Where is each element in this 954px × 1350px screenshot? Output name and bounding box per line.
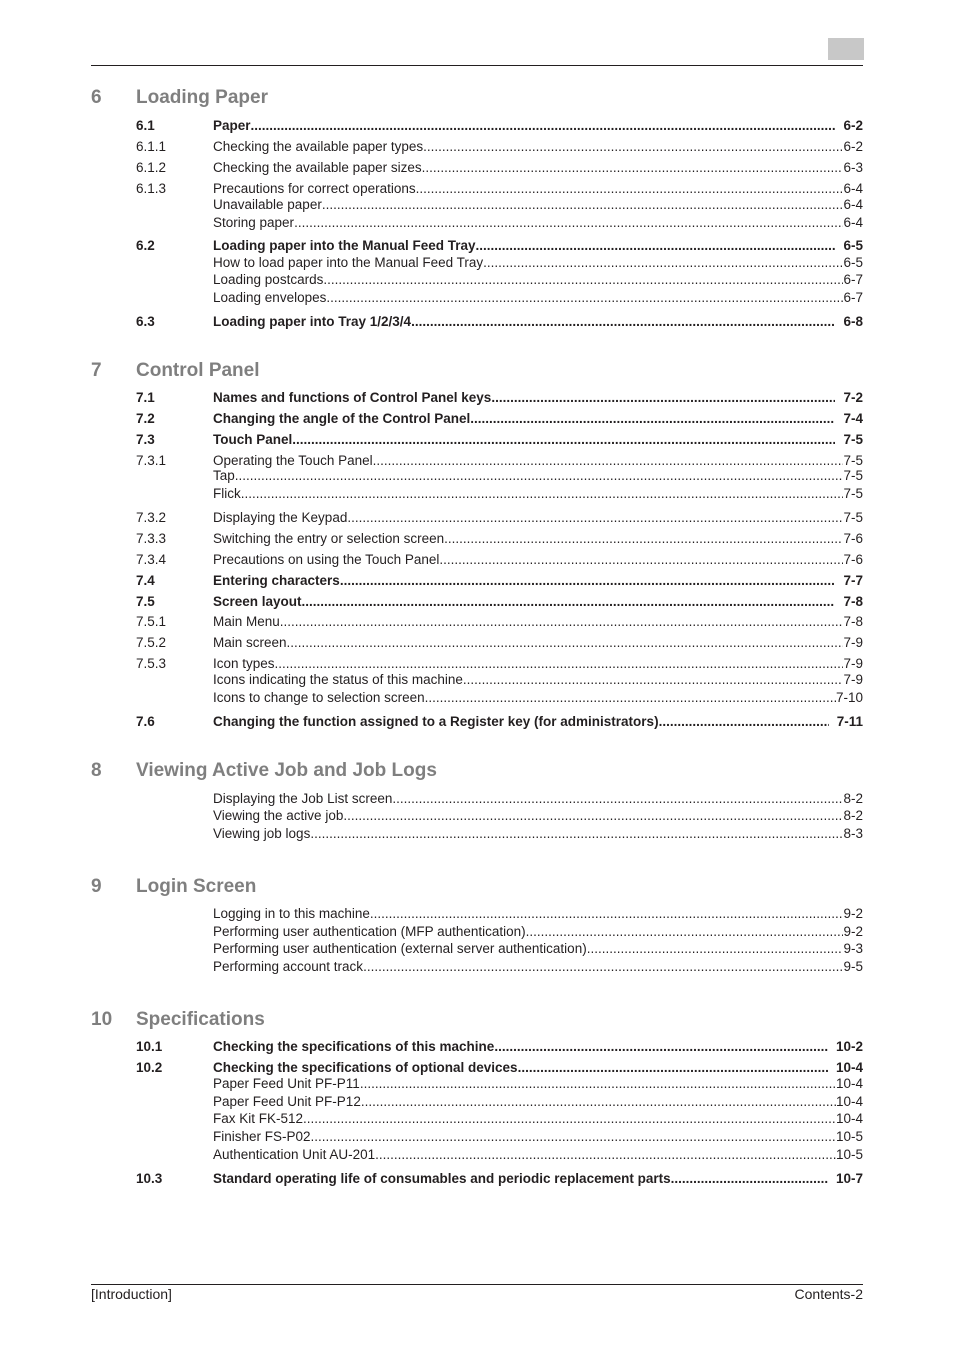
entry-page: 8-2: [843, 808, 863, 823]
entry-number: 10.1: [136, 1039, 163, 1054]
dot-leader: [292, 432, 835, 448]
chapter-title: Control Panel: [136, 360, 260, 381]
entry-title: Flick: [213, 486, 241, 501]
entry-number: 6.1.3: [136, 181, 167, 196]
entry-title: Loading envelopes: [213, 290, 327, 305]
entry-title: Logging in to this machine: [213, 906, 370, 921]
dot-leader: [476, 238, 836, 254]
entry-page: 7-9: [843, 672, 863, 687]
entry-page: 7-7: [843, 573, 863, 588]
header-rule: [91, 65, 863, 66]
toc-subentry[interactable]: [91, 290, 863, 306]
entry-page: 7-5: [843, 510, 863, 525]
entry-title: Main screen: [213, 635, 287, 650]
entry-page: 7-8: [843, 614, 863, 629]
dot-leader: [370, 906, 844, 922]
dot-leader: [494, 1039, 828, 1055]
entry-number: 7.3.2: [136, 510, 167, 525]
entry-title: Changing the angle of the Control Panel: [213, 411, 471, 426]
chapter-title: Viewing Active Job and Job Logs: [136, 760, 437, 781]
entry-title: Operating the Touch Panel: [213, 453, 373, 468]
dot-leader: [491, 390, 835, 406]
chapter-heading: [91, 359, 863, 383]
entry-number: 6.2: [136, 238, 155, 253]
toc-subentry[interactable]: [91, 272, 863, 288]
entry-title: Paper: [213, 118, 251, 133]
chapter-number: 9: [91, 876, 102, 897]
entry-title: Authentication Unit AU-201: [213, 1147, 376, 1162]
entry-title: Performing user authentication (external server authentication): [213, 941, 587, 956]
dot-leader: [311, 1129, 836, 1145]
entry-title: Precautions for correct operations: [213, 181, 416, 196]
entry-title: Precautions on using the Touch Panel: [213, 552, 440, 567]
footer-rule: [91, 1284, 863, 1285]
entry-page: 10-4: [835, 1060, 863, 1075]
entry-page: 6-3: [843, 160, 863, 175]
chapter-number: 7: [91, 360, 102, 381]
toc-entry[interactable]: [91, 139, 863, 155]
entry-title: Changing the function assigned to a Register key (for administrators): [213, 714, 659, 729]
entry-number: 7.3.3: [136, 531, 167, 546]
dot-leader: [470, 411, 835, 427]
entry-title: Loading paper into the Manual Feed Tray: [213, 238, 476, 253]
entry-page: 7-6: [843, 552, 863, 567]
entry-page: 6-5: [843, 238, 863, 253]
entry-title: Fax Kit FK-512: [213, 1111, 304, 1126]
entry-number: 6.3: [136, 314, 155, 329]
dot-leader: [444, 531, 843, 547]
toc-entry[interactable]: [91, 1039, 863, 1055]
toc-subentry[interactable]: [91, 791, 863, 807]
dot-leader: [302, 594, 836, 610]
chapter-title: Specifications: [136, 1009, 265, 1030]
entry-number: 7.3: [136, 432, 155, 447]
entry-number: 7.3.1: [136, 453, 167, 468]
toc-subentry[interactable]: [91, 468, 863, 484]
entry-page: 7-4: [843, 411, 863, 426]
toc-subentry[interactable]: [91, 215, 863, 231]
toc-entry[interactable]: [91, 181, 863, 197]
entry-page: 10-4: [835, 1111, 863, 1126]
entry-page: 9-2: [843, 924, 863, 939]
entry-page: 10-5: [835, 1129, 863, 1144]
dot-leader: [275, 656, 844, 672]
entry-page: 7-5: [843, 486, 863, 501]
entry-title: Tap: [213, 468, 235, 483]
toc-entry[interactable]: [91, 118, 863, 134]
entry-page: 6-7: [843, 290, 863, 305]
entry-page: 7-9: [843, 635, 863, 650]
dot-leader: [280, 614, 844, 630]
toc-subentry[interactable]: [91, 959, 863, 975]
entry-title: Icon types: [213, 656, 275, 671]
dot-leader: [287, 635, 844, 651]
dot-leader: [241, 486, 844, 502]
entry-title: Displaying the Keypad: [213, 510, 348, 525]
entry-title: Checking the available paper types: [213, 139, 424, 154]
entry-title: Checking the specifications of optional devices: [213, 1060, 518, 1075]
toc-entry[interactable]: [91, 390, 863, 406]
entry-title: Icons indicating the status of this machine: [213, 672, 463, 687]
chapter-number: 6: [91, 87, 102, 108]
entry-page: 6-8: [843, 314, 863, 329]
entry-page: 7-6: [843, 531, 863, 546]
dot-leader: [392, 791, 843, 807]
toc-subentry[interactable]: [91, 197, 863, 213]
entry-title: Viewing the active job: [213, 808, 344, 823]
toc-subentry[interactable]: [91, 906, 863, 922]
entry-title: Viewing job logs: [213, 826, 311, 841]
dot-leader: [423, 139, 843, 155]
dot-leader: [326, 290, 843, 306]
entry-page: 6-4: [843, 197, 863, 212]
entry-page: 7-9: [843, 656, 863, 671]
dot-leader: [518, 1060, 828, 1076]
entry-page: 6-7: [843, 272, 863, 287]
toc-entry[interactable]: [91, 238, 863, 254]
toc-entry[interactable]: [91, 160, 863, 176]
entry-page: 9-2: [843, 906, 863, 921]
toc-entry[interactable]: [91, 432, 863, 448]
entry-title: Checking the specifications of this machine: [213, 1039, 495, 1054]
toc-entry[interactable]: [91, 573, 863, 589]
dot-leader: [526, 924, 844, 940]
entry-number: 7.5.1: [136, 614, 167, 629]
entry-page: 10-2: [835, 1039, 863, 1054]
dot-leader: [294, 215, 843, 231]
dot-leader: [587, 941, 844, 957]
entry-title: Paper Feed Unit PF-P11: [213, 1076, 360, 1091]
toc-entry[interactable]: [91, 531, 863, 547]
dot-leader: [310, 826, 843, 842]
toc-subentry[interactable]: [91, 690, 863, 706]
toc-subentry[interactable]: [91, 1076, 863, 1092]
entry-title: How to load paper into the Manual Feed Tray: [213, 255, 484, 270]
toc-entry[interactable]: [91, 314, 863, 330]
entry-number: 10.2: [136, 1060, 163, 1075]
toc-subentry[interactable]: [91, 941, 863, 957]
entry-page: 7-2: [843, 390, 863, 405]
toc-entry[interactable]: [91, 614, 863, 630]
entry-title: Performing account track: [213, 959, 364, 974]
dot-leader: [483, 255, 843, 271]
chapter-heading: [91, 759, 863, 783]
dot-leader: [363, 959, 843, 975]
entry-title: Main Menu: [213, 614, 280, 629]
entry-title: Storing paper: [213, 215, 295, 230]
entry-number: 7.5.3: [136, 656, 167, 671]
dot-leader: [671, 1171, 828, 1187]
entry-title: Performing user authentication (MFP authentication): [213, 924, 526, 939]
toc-entry[interactable]: [91, 411, 863, 427]
entry-page: 6-4: [843, 181, 863, 196]
dot-leader: [303, 1111, 836, 1127]
entry-title: Screen layout: [213, 594, 302, 609]
chapter-heading: [91, 86, 863, 110]
entry-title: Paper Feed Unit PF-P12: [213, 1094, 361, 1109]
entry-page: 10-5: [835, 1147, 863, 1162]
entry-title: Loading postcards: [213, 272, 324, 287]
entry-number: 6.1.1: [136, 139, 167, 154]
chapter-title: Login Screen: [136, 876, 257, 897]
entry-title: Displaying the Job List screen: [213, 791, 393, 806]
entry-number: 7.3.4: [136, 552, 167, 567]
entry-page: 7-5: [843, 432, 863, 447]
toc-subentry[interactable]: [91, 1094, 863, 1110]
entry-number: 7.5: [136, 594, 155, 609]
entry-title: Standard operating life of consumables and periodic replacement parts: [213, 1171, 671, 1186]
entry-page: 7-5: [843, 468, 863, 483]
entry-page: 7-10: [835, 690, 863, 705]
entry-page: 9-3: [843, 941, 863, 956]
header-page-tab: [828, 38, 864, 60]
toc-subentry[interactable]: [91, 255, 863, 271]
dot-leader: [361, 1094, 836, 1110]
dot-leader: [416, 181, 844, 197]
entry-page: 10-4: [835, 1076, 863, 1091]
entry-page: 10-4: [835, 1094, 863, 1109]
entry-title: Unavailable paper: [213, 197, 322, 212]
toc-entry[interactable]: [91, 635, 863, 651]
toc-entry[interactable]: [91, 510, 863, 526]
toc-subentry[interactable]: [91, 486, 863, 502]
footer-section-label: [Introduction]: [91, 1286, 172, 1302]
entry-title: Entering characters: [213, 573, 340, 588]
chapter-heading: [91, 875, 863, 899]
entry-page: 6-2: [843, 139, 863, 154]
entry-page: 8-2: [843, 791, 863, 806]
chapter-title: Loading Paper: [136, 87, 268, 108]
entry-page: 6-4: [843, 215, 863, 230]
entry-page: 7-8: [843, 594, 863, 609]
toc-entry[interactable]: [91, 714, 863, 730]
toc-subentry[interactable]: [91, 1129, 863, 1145]
entry-number: 7.2: [136, 411, 155, 426]
toc-subentry[interactable]: [91, 1147, 863, 1163]
entry-page: 9-5: [843, 959, 863, 974]
entry-title: Touch Panel: [213, 432, 293, 447]
toc-entry[interactable]: [91, 1171, 863, 1187]
chapter-heading: [91, 1008, 863, 1032]
dot-leader: [235, 468, 844, 484]
entry-page: 10-7: [835, 1171, 863, 1186]
dot-leader: [373, 453, 844, 469]
entry-number: 6.1.2: [136, 160, 167, 175]
dot-leader: [422, 160, 844, 176]
entry-number: 7.1: [136, 390, 155, 405]
entry-number: 6.1: [136, 118, 155, 133]
dot-leader: [322, 197, 844, 213]
toc-subentry[interactable]: [91, 924, 863, 940]
entry-page: 6-5: [843, 255, 863, 270]
dot-leader: [439, 552, 843, 568]
entry-number: 7.4: [136, 573, 155, 588]
entry-page: 8-3: [843, 826, 863, 841]
dot-leader: [340, 573, 836, 589]
entry-page: 7-11: [836, 714, 863, 729]
dot-leader: [360, 1076, 836, 1092]
entry-title: Checking the available paper sizes: [213, 160, 422, 175]
toc-entry[interactable]: [91, 1060, 863, 1076]
toc-subentry[interactable]: [91, 808, 863, 824]
dot-leader: [347, 510, 843, 526]
dot-leader: [463, 672, 844, 688]
entry-title: Finisher FS-P02: [213, 1129, 311, 1144]
dot-leader: [375, 1147, 836, 1163]
toc-entry[interactable]: [91, 453, 863, 469]
chapter-number: 8: [91, 760, 102, 781]
dot-leader: [251, 118, 836, 134]
entry-page: 7-5: [843, 453, 863, 468]
entry-title: Icons to change to selection screen: [213, 690, 425, 705]
dot-leader: [343, 808, 843, 824]
entry-number: 7.6: [136, 714, 155, 729]
entry-title: Names and functions of Control Panel keys: [213, 390, 492, 405]
footer-page-number: Contents-2: [794, 1286, 863, 1302]
entry-number: 10.3: [136, 1171, 163, 1186]
toc-subentry[interactable]: [91, 826, 863, 842]
toc-subentry[interactable]: [91, 672, 863, 688]
dot-leader: [659, 714, 829, 730]
entry-title: Switching the entry or selection screen: [213, 531, 445, 546]
toc-subentry[interactable]: [91, 1111, 863, 1127]
toc-entry[interactable]: [91, 594, 863, 610]
dot-leader: [425, 690, 836, 706]
entry-page: 6-2: [843, 118, 863, 133]
chapter-number: 10: [91, 1009, 113, 1030]
dot-leader: [323, 272, 843, 288]
entry-number: 7.5.2: [136, 635, 167, 650]
toc-entry[interactable]: [91, 656, 863, 672]
entry-title: Loading paper into Tray 1/2/3/4: [213, 314, 412, 329]
toc-entry[interactable]: [91, 552, 863, 568]
dot-leader: [411, 314, 835, 330]
